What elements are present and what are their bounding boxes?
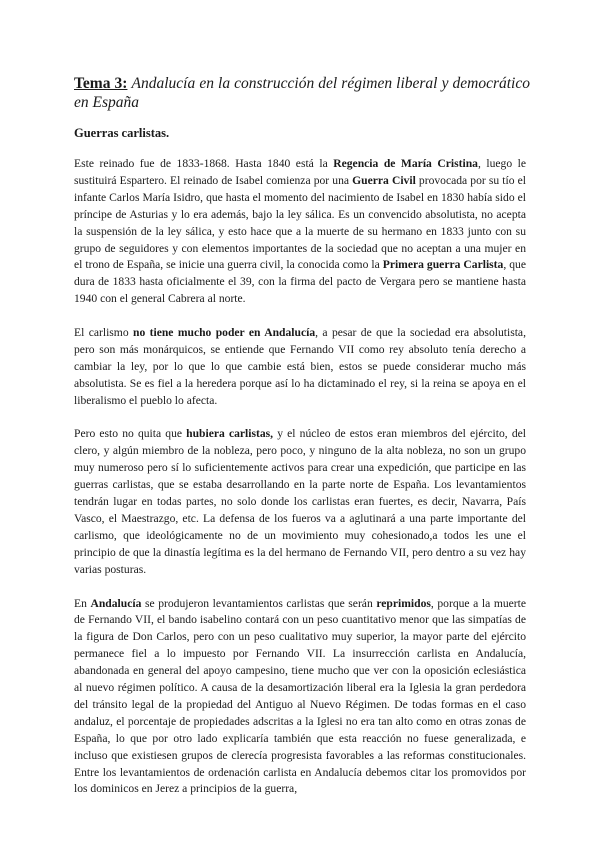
bold-text: Andalucía: [90, 596, 142, 610]
title-text: Andalucía en la construcción del régimen liberal y democrático en España: [74, 75, 530, 111]
paragraph-text: , porque a la muerte de Fernando VII, el bando isabelino contará con un peso cuantitativo menor que las simpatías de la figura de Don Carlos, pero con un peso cualitativo muy superior, la mayor parte del ejército permanece fiel a lo impuesto por Fernando VII. La insurrección carlista en Andalucía, abandonada en general del apoyo campesino, tiene mucho que ver con la oposición eclesiástica al nuevo régimen político. A causa de la desamortización liberal era la Iglesia la gran perdedora del tránsito legal de la propiedad del Antiguo al Nuevo Régimen. De todas formas en el caso andaluz, el porcentaje de propiedades adscritas a la Iglesi no era tan alto como en otras zonas de España, lo que por otro lado explicaría también que esta reacción no fuese generalizada, e incluso que existiesen grupos de clerecía progresista favorables a las reformas constitucionales. Entre los levantamientos de ordenación carlista en Andalucía debemos citar los promovidos por los dominicos en Jerez a principios de la guerra,: [74, 596, 527, 796]
paragraph-text: Este reinado fue de 1833-1868. Hasta 1840 está la: [74, 157, 334, 170]
bold-text: reprimidos: [376, 596, 431, 610]
title-label: Tema 3:: [74, 75, 128, 92]
bold-text: Guerra Civil: [352, 173, 416, 187]
paragraph-text: El carlismo: [74, 326, 133, 340]
bold-text: Regencia de María Cristina: [333, 157, 478, 170]
paragraph: [74, 596, 526, 799]
paragraph-text: , luego le sustituirá Espartero. El reinado de Isabel comienza por una: [74, 157, 526, 187]
paragraph-text: se produjeron levantamientos carlistas que serán: [141, 596, 377, 610]
paragraph-text: En: [74, 596, 91, 610]
paragraph: [74, 325, 526, 410]
paragraph: [74, 426, 526, 578]
bold-text: Primera guerra Carlista: [382, 258, 504, 272]
document-title: [74, 74, 530, 112]
document-body: [74, 156, 526, 815]
bold-text: hubiera carlistas,: [186, 427, 274, 441]
paragraph: [74, 156, 526, 308]
paragraph-text: Pero esto no quita que: [74, 427, 187, 441]
paragraph-text: y el núcleo de estos eran miembros del ejército, del clero, y algún miembro de la nobleza, pero poco, y ninguno de la alta nobleza, no son un grupo muy numeroso pero sí lo suficientemente activos para crear una expedición, que participe en las guerras carlistas, que se estaba desarrollando en la parte norte de España. Los levantamientos tendrán lugar en todas partes, no solo donde los carlistas eran fuertes, es decir, Navarra, País Vasco, el Maestrazgo, etc. La defensa de los fueros va a aglutinará a una parte importante del carlismo, que ideológicamente no de un movimiento muy cohesionado,a todos les une el principio de que la dinastía legítima es la del hermano de Fernando VII, pero dentro a su vez hay varias posturas.: [74, 427, 526, 576]
section-heading: Guerras carlistas.: [74, 126, 170, 140]
paragraph-text: , a pesar de que la sociedad era absolutista, pero son más monárquicos, se entiende que Fernando VII como rey absoluto tenía derecho a cambiar la ley, por lo que lo que cambie está bien, estos se puede considerar mucho más absolutista. Se es fiel a la heredera porque así lo ha dictaminado el rey, si la reina se apoya en el liberalismo el pueblo lo afecta.: [74, 326, 526, 407]
paragraph-text: provocada por su tío el infante Carlos María Isidro, que hasta el momento del nacimiento de Isabel en 1830 había sido el príncipe de Asturias y lo era además, bajo la ley sálica. Es un convencido absolutista, no acepta la suspensión de la ley sálica, y esto hace que a la muerte de su hermano en 1833 junto con su grupo de seguidores y con elementos importantes de la sociedad que no aceptan a una mujer en el trono de España, se inicie una guerra civil, la conocida como la: [74, 173, 527, 272]
paragraph-text: , que dura de 1833 hasta oficialmente el 39, con la firma del pacto de Vergara pero se mantiene hasta 1940 con el general Cabrera al norte.: [74, 258, 526, 306]
bold-text: no tiene mucho poder en Andalucía: [133, 326, 316, 340]
